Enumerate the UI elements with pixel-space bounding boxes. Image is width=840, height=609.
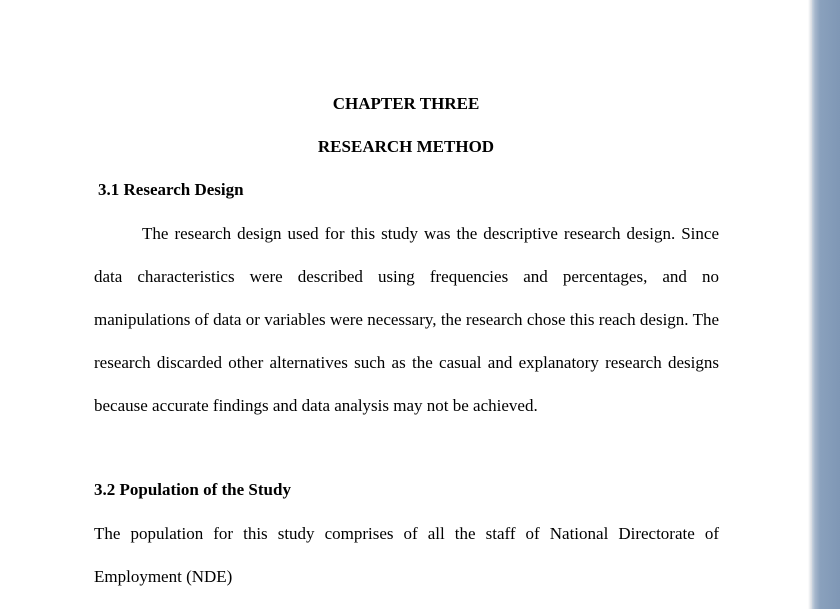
section-heading-population: 3.2 Population of the Study [94,480,291,499]
section-heading-research-design: 3.1 Research Design [98,180,244,199]
paragraph-research-design: The research design used for this study was the descriptive research design. Since data characteristics were described using frequencies and percentages, and no manipulations of data or variables were necessary, the research chose this reach design. The research discarded other alternatives such as the casual and explanatory research designs because accurate findings and data analysis may not be achieved. [94,224,719,415]
workspace-background [812,0,840,609]
paragraph-population: The population for this study comprises of all the staff of National Directorate of Employment (NDE) [94,524,719,586]
chapter-subtitle: RESEARCH METHOD [317,137,495,156]
chapter-title: CHAPTER THREE [332,94,480,113]
